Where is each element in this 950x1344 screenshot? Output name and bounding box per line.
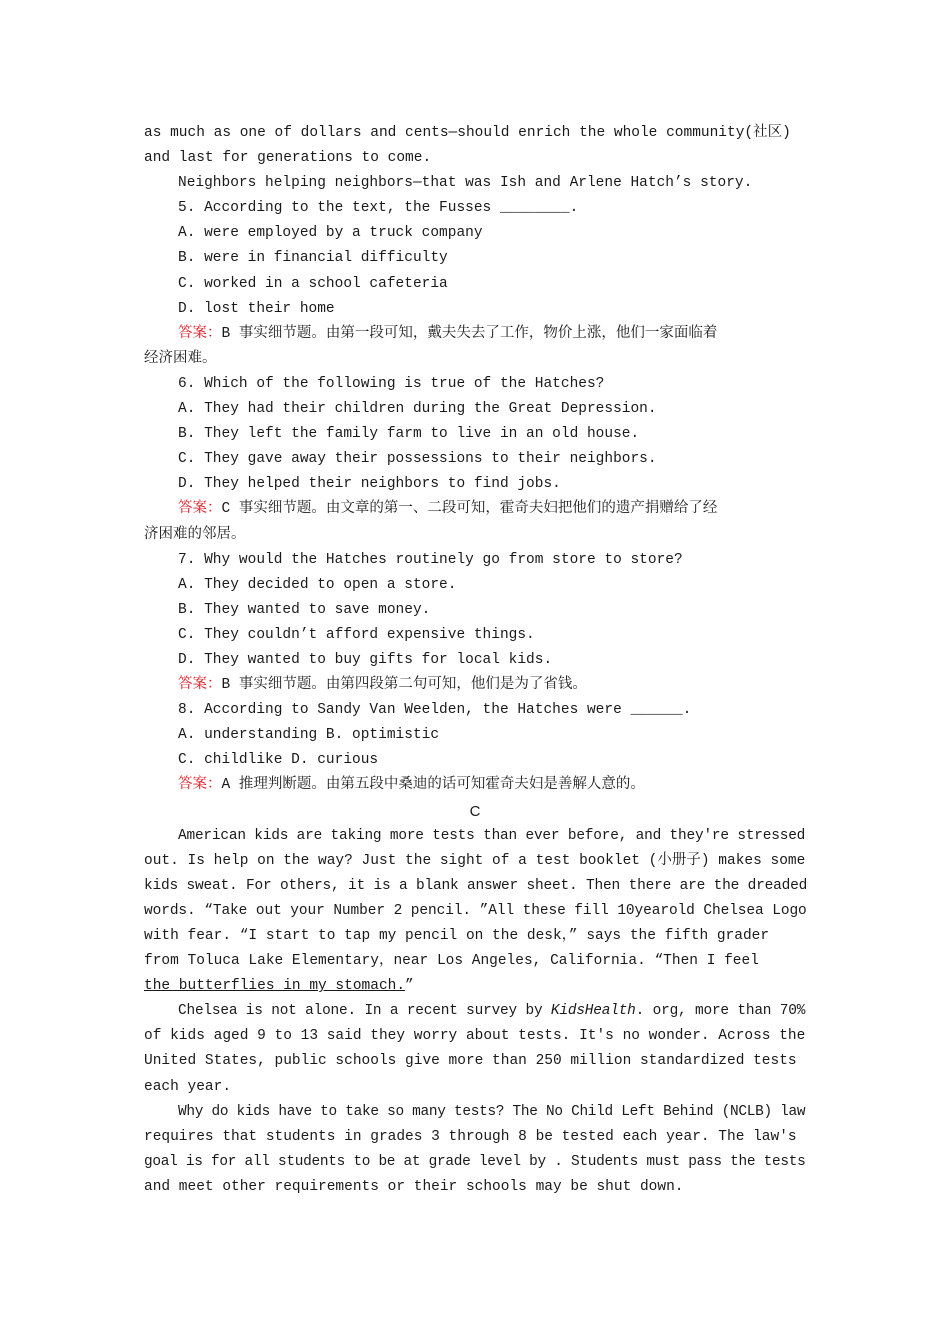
question-stem: 5. According to the text, the Fusses ________.: [178, 200, 579, 217]
passage-line: [144, 974, 806, 999]
passage-line: from Toluca Lake Elementary，near Los Angeles, California. “Then I feel: [144, 953, 759, 970]
question-option: C. They gave away their possessions to their neighbors.: [178, 451, 657, 468]
answer-text: B 事实细节题。由第一段可知，戴夫失去了工作，物价上涨，他们一家面临着: [221, 325, 718, 342]
section-heading: C: [469, 802, 481, 820]
question-option: D. lost their home: [178, 300, 335, 317]
paragraph-3: [144, 1100, 806, 1200]
closing-quote: ”: [405, 978, 414, 995]
answer-text: B 事实细节题。由第四段第二句可知，他们是为了省钱。: [221, 677, 587, 694]
question-option: C. worked in a school cafeteria: [178, 275, 448, 292]
question-option: D. They wanted to buy gifts for local kids.: [178, 651, 553, 668]
passage-line: United States, public schools give more than 250 million standardized tests: [144, 1053, 797, 1070]
answer-line: [144, 322, 806, 347]
passage-line: each year.: [144, 1078, 232, 1095]
question-option: A. were employed by a truck company: [178, 225, 483, 242]
passage-line: and last for generations to come.: [144, 150, 432, 167]
question-option: D. They helped their neighbors to find jobs.: [178, 476, 561, 493]
question-option: B. were in financial difficulty: [178, 250, 448, 267]
question-option: B. They wanted to save money.: [178, 601, 431, 618]
answer-text: A 推理判断题。由第五段中桑迪的话可知霍奇夫妇是善解人意的。: [221, 777, 645, 794]
answer-continuation: 经济困难。: [144, 350, 217, 367]
passage-line: requires that students in grades 3 through 8 be tested each year. The law's: [144, 1128, 797, 1145]
passage-line: as much as one of dollars and cents—should enrich the whole community(社区): [144, 125, 791, 141]
underlined-phrase: the butterflies in my stomach.: [144, 978, 406, 995]
question-option: B. They left the family farm to live in an old house.: [178, 426, 640, 443]
passage-line: kids sweat. For others, it is a blank answer sheet. Then there are the dreaded: [144, 877, 808, 894]
answer-line: [144, 773, 806, 798]
answer-line: [144, 497, 806, 522]
paragraph-2: [144, 999, 806, 1099]
question-stem: 6. Which of the following is true of the Hatches?: [178, 375, 605, 392]
passage-line: Why do kids have to take so many tests? The No Child Left Behind (NCLB) law: [178, 1103, 806, 1120]
passage-line: and meet other requirements or their schools may be shut down.: [144, 1178, 684, 1195]
question-option: A. understanding B. optimistic: [178, 727, 440, 744]
passage-text: . org, more than 70%: [635, 1003, 806, 1020]
answer-label: 答案：: [178, 677, 222, 694]
question-stem: 8. According to Sandy Van Weelden, the Hatches were ______.: [178, 702, 692, 719]
question-option: A. They had their children during the Great Depression.: [178, 401, 657, 418]
paragraph-1: [144, 824, 806, 1000]
passage-text: Chelsea is not alone. In a recent survey by: [178, 1003, 551, 1020]
answer-continuation: 济困难的邻居。: [144, 526, 246, 543]
site-name: KidsHealth: [550, 1003, 636, 1020]
passage-line: out. Is help on the way? Just the sight of a test booklet (小册子) makes some: [144, 852, 806, 869]
answer-label: 答案：: [178, 325, 222, 342]
question-option: A. They decided to open a store.: [178, 576, 457, 593]
document-page: [144, 121, 806, 1200]
question-stem: 7. Why would the Hatches routinely go from store to store?: [178, 551, 683, 568]
passage-line: with fear. “I start to tap my pencil on the desk，” says the fifth grader: [144, 928, 770, 944]
passage-line: goal is for all students to be at grade level by . Students must pass the tests: [144, 1153, 806, 1170]
answer-label: 答案：: [178, 777, 222, 794]
passage-line: American kids are taking more tests than ever before, and they're stressed: [178, 827, 806, 844]
answer-line: [144, 673, 806, 698]
passage-line: Neighbors helping neighbors—that was Ish and Arlene Hatch’s story.: [178, 175, 753, 192]
passage-line: words. “Take out your Number 2 pencil. ”All these fill 10yearold Chelsea Logo: [144, 902, 807, 919]
question-option: C. They couldn’t afford expensive things.: [178, 626, 535, 643]
passage-line: of kids aged 9 to 13 said they worry about tests. It's no wonder. Across the: [144, 1028, 806, 1045]
answer-label: 答案：: [178, 501, 222, 518]
question-option: C. childlike D. curious: [178, 752, 379, 769]
answer-text: C 事实细节题。由文章的第一、二段可知，霍奇夫妇把他们的遗产捐赠给了经: [221, 501, 718, 518]
passage-line: [144, 999, 806, 1024]
